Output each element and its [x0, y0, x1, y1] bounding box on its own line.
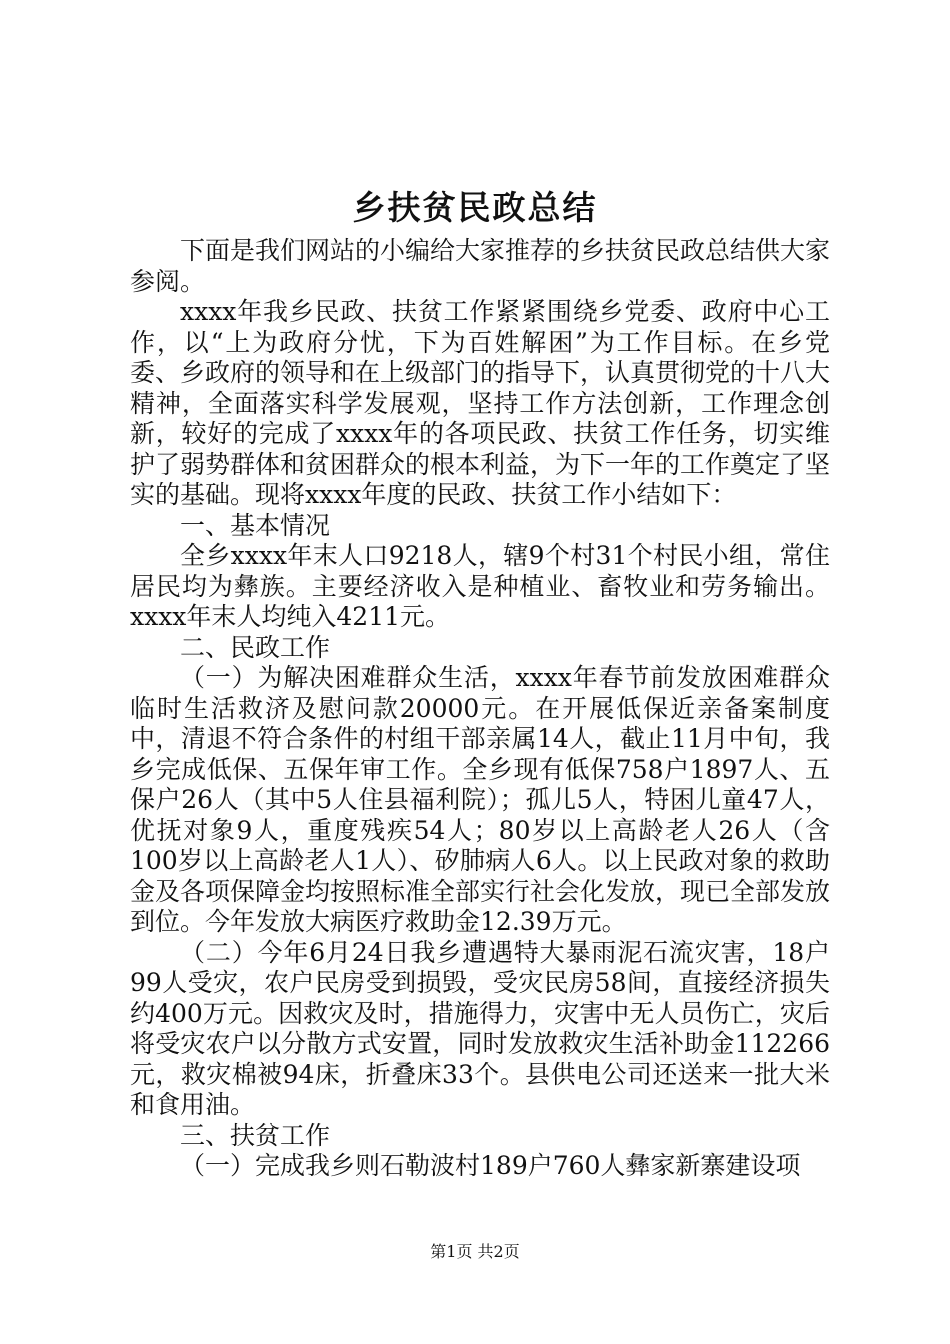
paragraph-intro: 下面是我们网站的小编给大家推荐的乡扶贫民政总结供大家参阅。 [130, 236, 831, 296]
paragraph-poverty-1: （一）完成我乡则石勒波村189户760人彝家新寨建设项 [180, 1151, 801, 1180]
section-heading-basic: 一、基本情况 [180, 510, 331, 540]
paragraph-civil-affairs-1: （一）为解决困难群众生活，xxxx年春节前发放困难群众临时生活救济及慰问款20000元。在开展低保近亲备案制度中，清退不符合条件的村组干部亲属14人，截止11月中旬，我乡完成低保、五保年审工作。全乡现有低保758户1897人、五保户26人（其中5人住县福利院）；孤儿5人，特困儿童47人，优抚对象9人，重度残疾54人；80岁以上高龄老人26人（含100岁以上高龄老人1人）、矽肺病人6人。以上民政对象的救助金及各项保障金均按照标准全部实行社会化发放，现已全部发放到位。今年发放大病医疗救助金12.39万元。 [130, 663, 831, 936]
document-title: 乡扶贫民政总结 [352, 188, 598, 227]
section-heading-civil-affairs: 二、民政工作 [180, 632, 331, 662]
paragraph-overview: xxxx年我乡民政、扶贫工作紧紧围绕乡党委、政府中心工作，以“上为政府分忧，下为百姓解困”为工作目标。在乡党委、乡政府的领导和在上级部门的指导下，认真贯彻党的十八大精神，全面落实科学发展观，坚持工作方法创新，工作理念创新，较好的完成了xxxx年的各项民政、扶贫工作任务，切实维护了弱势群体和贫困群众的根本利益，为下一年的工作奠定了坚实的基础。现将xxxx年度的民政、扶贫工作小结如下： [130, 297, 831, 509]
section-heading-poverty: 三、扶贫工作 [180, 1120, 331, 1150]
paragraph-civil-affairs-2: （二）今年6月24日我乡遭遇特大暴雨泥石流灾害，18户99人受灾，农户民房受到损毁，受灾民房58间，直接经济损失约400万元。因救灾及时，措施得力，灾害中无人员伤亡，灾后将受灾农户以分散方式安置，同时发放救灾生活补助金112266元，救灾棉被94床，折叠床33个。县供电公司还送来一批大米和食用油。 [130, 937, 830, 1119]
document-body [130, 236, 830, 1182]
paragraph-basic: 全乡xxxx年末人口9218人，辖9个村31个村民小组，常住居民均为彝族。主要经济收入是种植业、畜牧业和劳务输出。xxxx年末人均纯入4211元。 [130, 541, 830, 631]
page-footer: 第1页 共2页 [430, 1242, 520, 1261]
